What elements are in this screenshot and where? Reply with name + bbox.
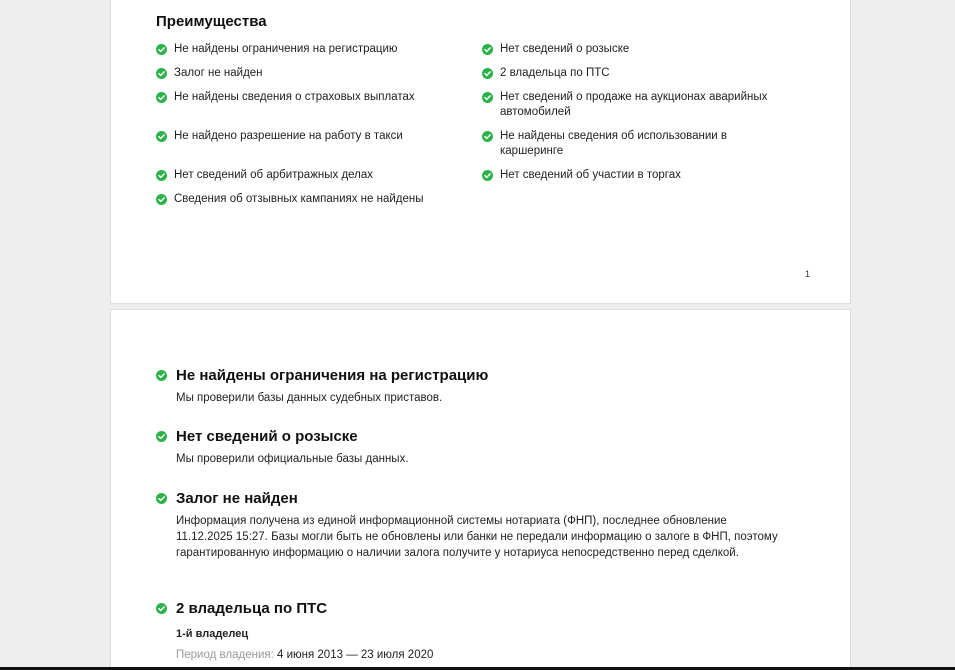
- advantages-left-column: [156, 42, 476, 207]
- advantage-text: Сведения об отзывных кампаниях не найдены: [174, 193, 424, 205]
- document-page-2: [110, 309, 851, 670]
- document-page-1: [110, 0, 851, 304]
- section-text: Информация получена из единой информационной системы нотариата (ФНП), последнее обновление 11.12.2025 15:27. Базы могли быть не обновлены или банки не передали информацию о залоге в ФНП, поэтому гарантированную информацию о наличии залога получите у нотариуса непосредственно перед сделкой.: [176, 515, 778, 559]
- owner-label: 1-й владелец: [176, 628, 249, 640]
- check-circle-icon: [482, 131, 493, 142]
- advantages-title: Преимущества: [156, 13, 267, 30]
- period-value: 4 июня 2013 — 23 июля 2020: [277, 649, 434, 661]
- advantage-item: [156, 66, 476, 81]
- advantage-item: [482, 90, 802, 120]
- section-header: [156, 490, 796, 507]
- advantage-item: [156, 42, 476, 57]
- advantage-text: Не найдены ограничения на регистрацию: [174, 43, 398, 55]
- advantage-item: [156, 129, 476, 144]
- advantage-text: Не найдено разрешение на работу в такси: [174, 130, 403, 142]
- advantage-text: Залог не найден: [174, 67, 263, 79]
- advantage-text: Нет сведений об арбитражных делах: [174, 169, 374, 181]
- advantage-text: Нет сведений о розыске: [500, 43, 630, 55]
- section-header: [156, 367, 796, 384]
- advantage-item: [482, 66, 802, 81]
- advantage-text: Нет сведений о продаже на аукционах аварийных автомобилей: [500, 91, 768, 118]
- section-wanted: [156, 428, 796, 467]
- check-circle-icon: [156, 493, 167, 504]
- section-owners: [156, 600, 796, 661]
- check-circle-icon: [156, 92, 167, 103]
- advantage-item: [482, 42, 802, 57]
- check-circle-icon: [156, 68, 167, 79]
- check-circle-icon: [156, 170, 167, 181]
- check-circle-icon: [482, 92, 493, 103]
- advantage-item: [482, 168, 802, 183]
- advantages-right-column: [482, 42, 802, 183]
- advantage-text: Не найдены сведения об использовании в каршеринге: [500, 130, 728, 157]
- check-circle-icon: [482, 44, 493, 55]
- check-circle-icon: [156, 431, 167, 442]
- check-circle-icon: [156, 131, 167, 142]
- advantage-text: 2 владельца по ПТС: [500, 67, 610, 79]
- section-header: [156, 428, 796, 445]
- section-text: Мы проверили базы данных судебных приставов.: [176, 392, 443, 404]
- check-circle-icon: [156, 370, 167, 381]
- check-circle-icon: [156, 44, 167, 55]
- section-header: [156, 600, 796, 617]
- period-label: Период владения:: [176, 649, 274, 661]
- section-title: 2 владельца по ПТС: [176, 600, 328, 617]
- section-title: Залог не найден: [176, 490, 298, 507]
- section-text: Мы проверили официальные базы данных.: [176, 453, 409, 465]
- section-registration: [156, 367, 796, 406]
- advantage-item: [156, 192, 476, 207]
- check-circle-icon: [156, 194, 167, 205]
- page-number: 1: [804, 269, 810, 279]
- check-circle-icon: [156, 603, 167, 614]
- advantage-item: [156, 90, 476, 105]
- section-title: Нет сведений о розыске: [176, 428, 358, 445]
- owner-period: [176, 649, 796, 661]
- advantage-text: Не найдены сведения о страховых выплатах: [174, 91, 415, 103]
- check-circle-icon: [482, 68, 493, 79]
- advantage-item: [482, 129, 802, 159]
- advantage-item: [156, 168, 476, 183]
- section-pledge: [156, 490, 796, 561]
- section-title: Не найдены ограничения на регистрацию: [176, 367, 489, 384]
- advantage-text: Нет сведений об участии в торгах: [500, 169, 681, 181]
- check-circle-icon: [482, 170, 493, 181]
